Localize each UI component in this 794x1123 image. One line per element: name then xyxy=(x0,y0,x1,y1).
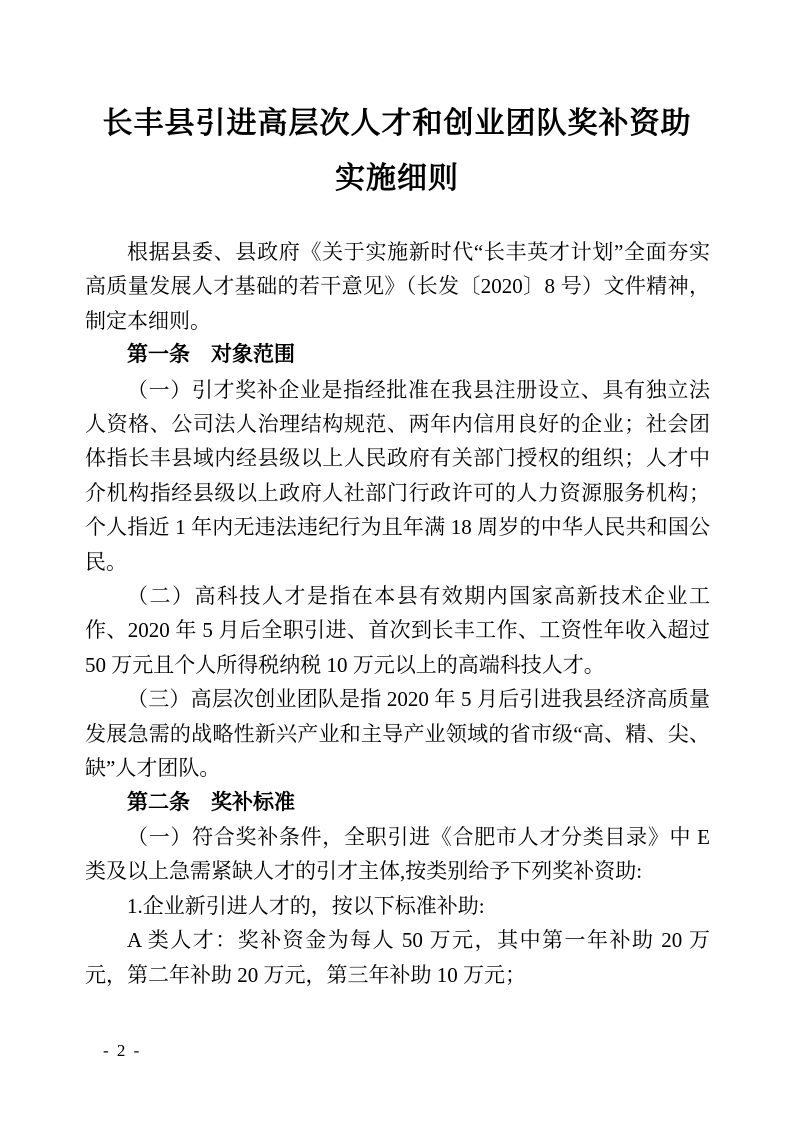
paragraph-intro: 根据县委、县政府《关于实施新时代“长丰英才计划”全面夯实高质量发展人才基础的若干意见》（长发〔2020〕8 号）文件精神，制定本细则。 xyxy=(85,240,710,333)
paragraph-article2-class-a: A 类人才：奖补资金为每人 50 万元，其中第一年补助 20 万元，第二年补助 20 万元，第三年补助 10 万元； xyxy=(85,928,710,987)
page-number: - 2 - xyxy=(103,1041,142,1060)
document-title-line-1: 长丰县引进高层次人才和创业团队奖补资助 xyxy=(102,107,692,140)
document-title xyxy=(57,96,737,206)
paragraph-article1-item1: （一）引才奖补企业是指经批准在我县注册设立、具有独立法人资格、公司法人治理结构规范、两年内信用良好的企业；社会团体指长丰县域内经县级以上人民政府有关部门授权的组织；人才中介机构指经县级以上政府人社部门行政许可的人力资源服务机构；个人指近 1 年内无违法违纪行为且年满 18 周岁的中华人民共和国公民。 xyxy=(85,377,710,574)
document-title-line-2: 实施细则 xyxy=(335,162,459,195)
document-body xyxy=(85,235,710,992)
paragraph-article1-item2: （二）高科技人才是指在本县有效期内国家高新技术企业工作、2020 年 5 月后全职引进、首次到长丰工作、工资性年收入超过 50 万元且个人所得税纳税 10 万元以上的高端科技人才。 xyxy=(85,584,710,677)
section-heading-article-1: 第一条 对象范围 xyxy=(127,343,295,367)
paragraph-article2-item1: （一）符合奖补条件，全职引进《合肥市人才分类目录》中 E 类及以上急需紧缺人才的引才主体,按类别给予下列奖补资助: xyxy=(85,824,710,884)
paragraph-article2-sub1: 1.企业新引进人才的，按以下标准补助: xyxy=(127,893,485,918)
section-heading-article-2: 第二条 奖补标准 xyxy=(127,790,295,814)
paragraph-article1-item3: （三）高层次创业团队是指 2020 年 5 月后引进我县经济高质量发展急需的战略性新兴产业和主导产业领域的省市级“高、精、尖、缺”人才团队。 xyxy=(85,687,710,781)
